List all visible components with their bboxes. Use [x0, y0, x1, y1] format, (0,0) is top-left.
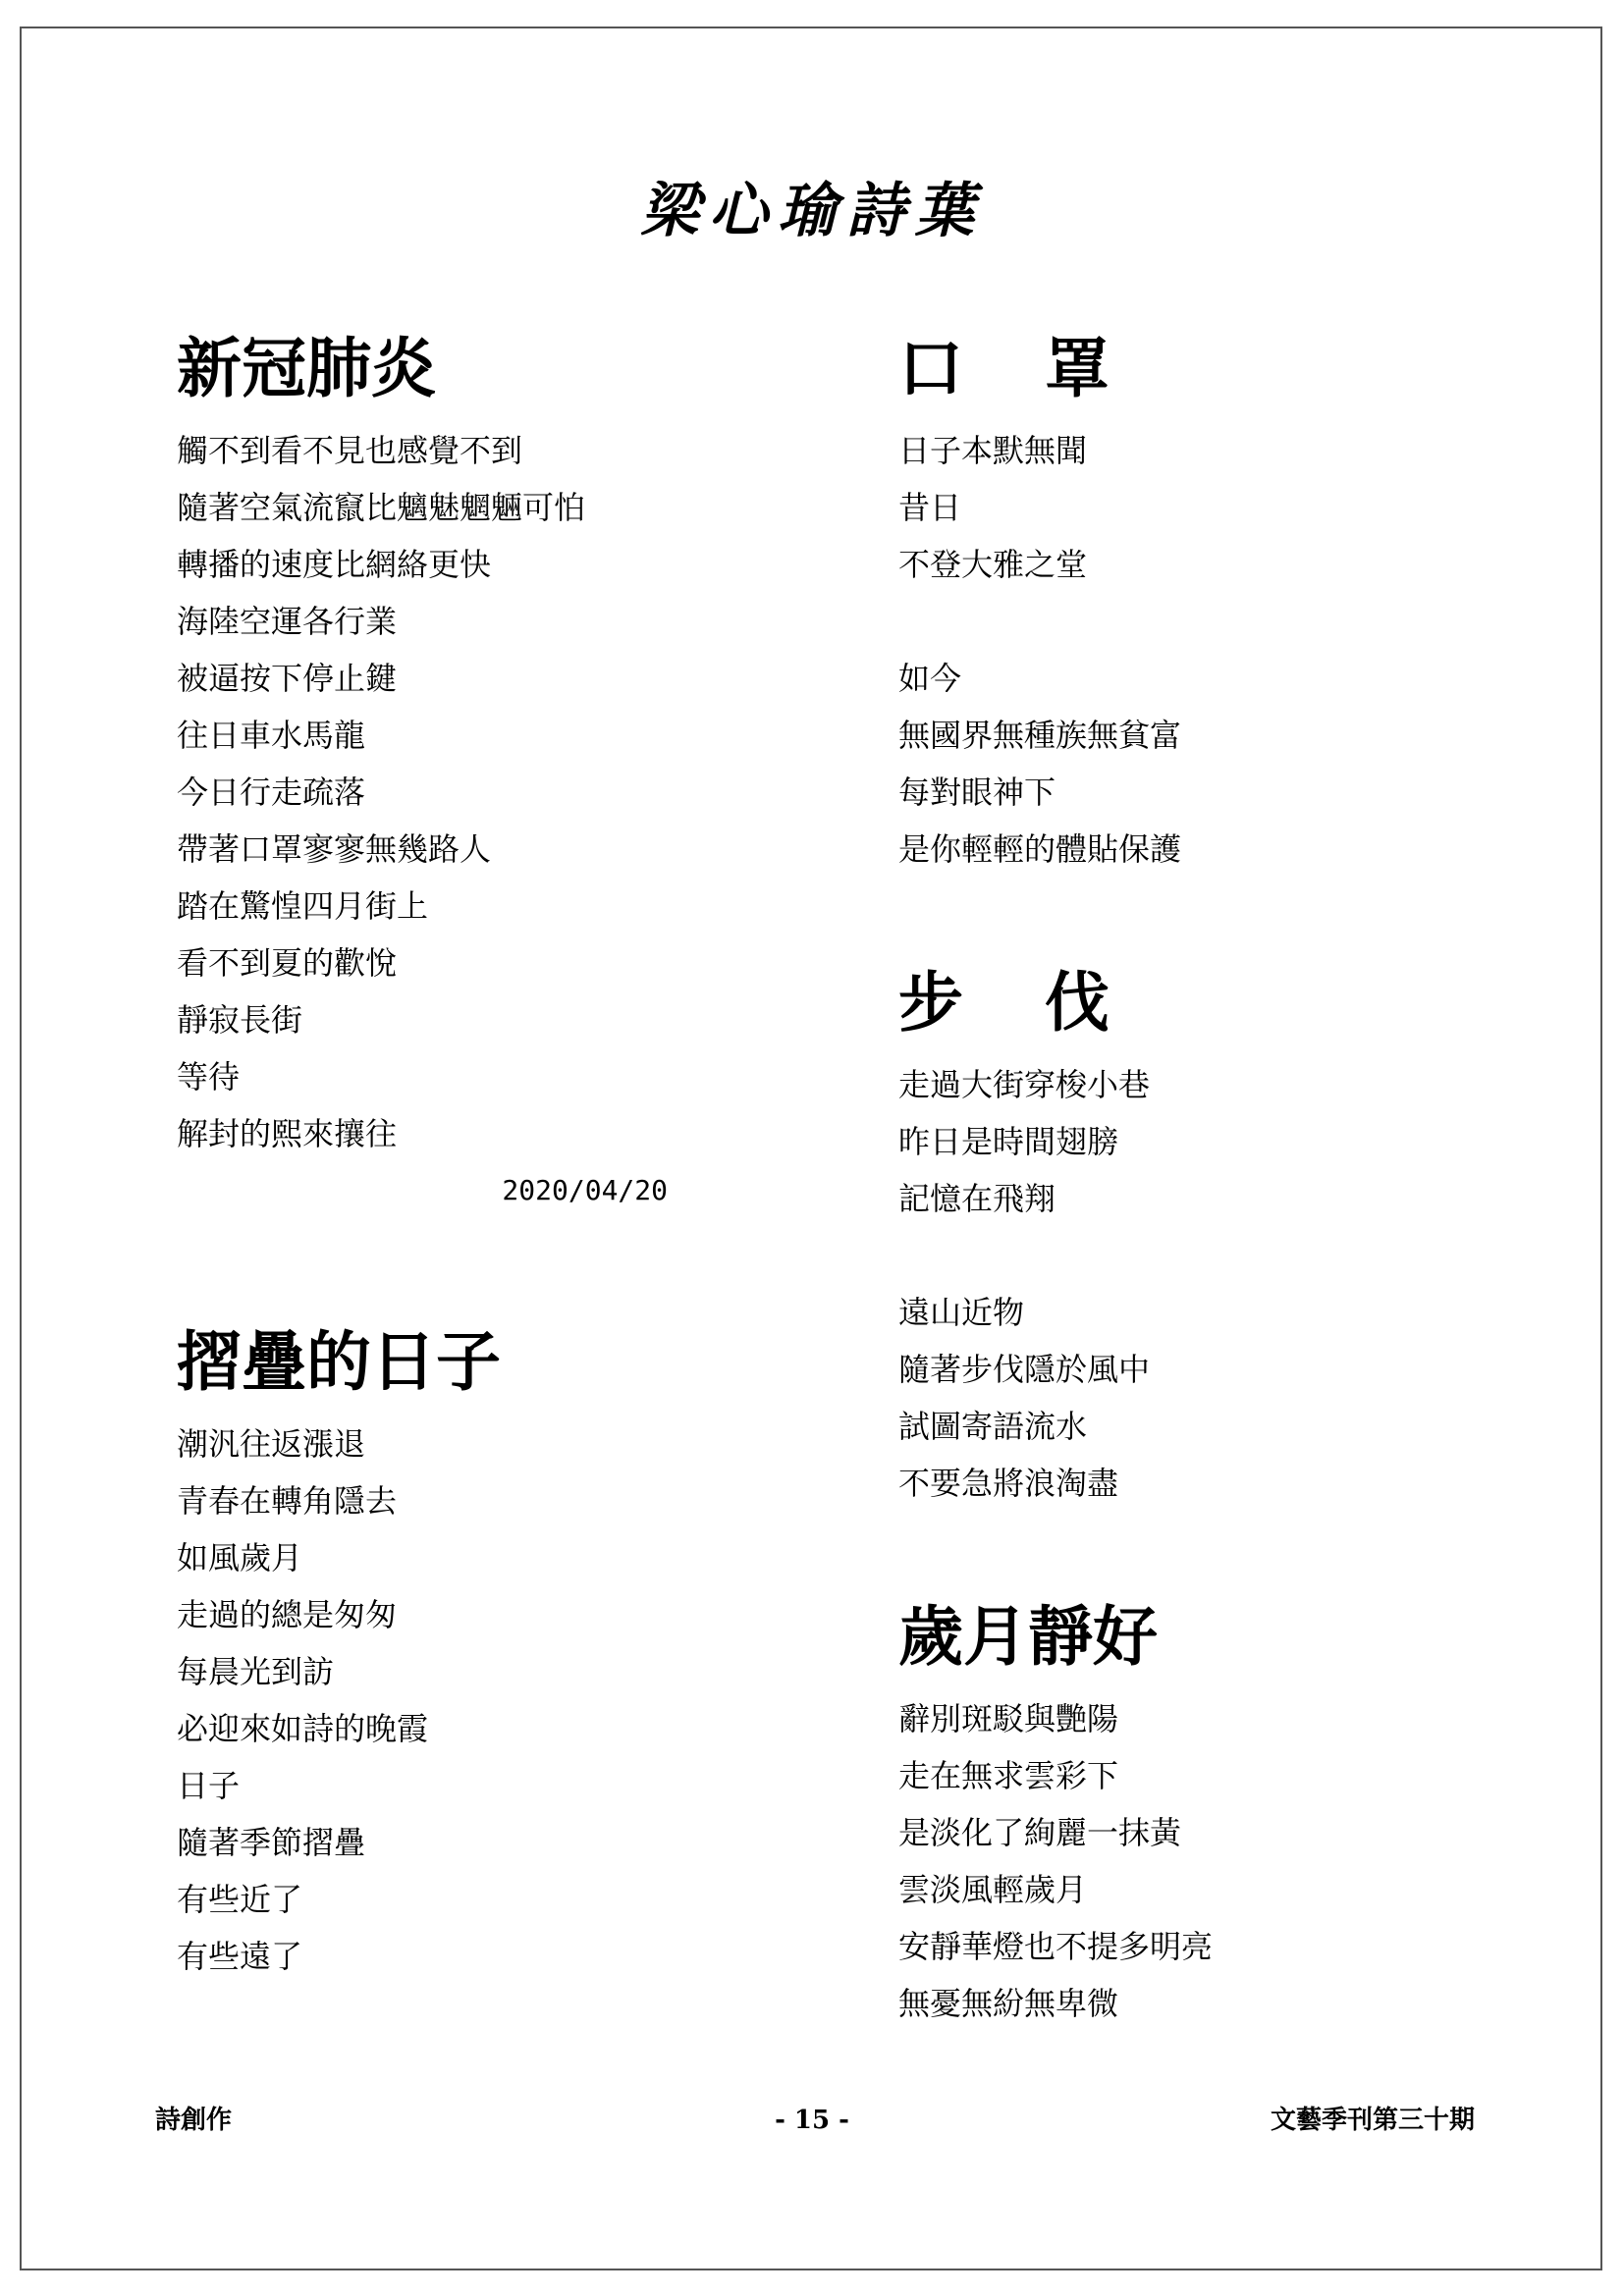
poem-line: 如今	[898, 660, 962, 697]
poem-body-quiet-years	[898, 1690, 1448, 2032]
poem-line: 記憶在飛翔	[898, 1180, 1056, 1217]
page-number: - 15 -	[775, 2106, 849, 2135]
page-title: 梁心瑜詩葉	[640, 177, 984, 245]
poem-title-folded-days: 摺疊的日子	[177, 1323, 501, 1400]
poem-line: 每晨光到訪	[177, 1653, 335, 1690]
right-column	[898, 324, 1448, 2032]
poem-line: 靜寂長街	[177, 1001, 303, 1039]
poem-line: 如風歲月	[177, 1539, 303, 1576]
poem-line: 昔日	[898, 489, 962, 526]
poem-line: 有些遠了	[177, 1938, 303, 1975]
poem-line: 辭別斑駁與艷陽	[898, 1700, 1119, 1737]
poem-line: 帶著口罩寥寥無幾路人	[177, 830, 492, 868]
poem-line: 昨日是時間翅膀	[898, 1123, 1119, 1160]
poem-line: 無憂無紛無卑微	[898, 1985, 1119, 2022]
poem-line: 被逼按下停止鍵	[177, 660, 398, 697]
poem-line: 踏在驚惶四月街上	[177, 887, 429, 925]
poem-line: 解封的熙來攘往	[177, 1115, 398, 1152]
poem-line: 走過大街穿梭小巷	[898, 1066, 1151, 1103]
poem-line: 走過的總是匆匆	[177, 1596, 398, 1633]
poem-line: 今日行走疏落	[177, 774, 366, 811]
poem-body-mask	[898, 422, 1448, 878]
poem-date: 2020/04/20	[502, 1174, 668, 1206]
poem-line: 等待	[177, 1058, 241, 1095]
poem-line: 日子	[177, 1767, 241, 1804]
footer-publication: 文藝季刊第三十期	[1270, 2106, 1475, 2135]
footer-section-label: 詩創作	[155, 2106, 233, 2135]
poem-spacer	[898, 1512, 1448, 1592]
left-column	[177, 324, 687, 1985]
poem-line: 海陸空運各行業	[177, 603, 398, 640]
poem-line: 不登大雅之堂	[898, 546, 1088, 583]
poem-line: 潮汎往返漲退	[177, 1425, 366, 1463]
poem-line: 是你輕輕的體貼保護	[898, 830, 1182, 868]
poem-line: 隨著空氣流竄比魑魅魍魎可怕	[177, 489, 586, 526]
poem-line: 觸不到看不見也感覺不到	[177, 432, 523, 469]
poem-line: 隨著季節摺疊	[177, 1824, 366, 1861]
poem-title-quiet-years: 歲月靜好	[898, 1598, 1158, 1675]
poem-title-mask: 口 罩	[898, 330, 1139, 406]
poem-body-covid	[177, 422, 687, 1162]
poem-line: 無國界無種族無貧富	[898, 717, 1182, 754]
poem-line: 轉播的速度比網絡更快	[177, 546, 492, 583]
poem-line: 不要急將浪淘盡	[898, 1465, 1119, 1502]
stanza-break	[898, 593, 1448, 650]
poem-line: 安靜華燈也不提多明亮	[898, 1928, 1214, 1965]
poem-line: 看不到夏的歡悅	[177, 944, 398, 982]
poem-title-steps: 步 伐	[898, 964, 1139, 1041]
poem-line: 隨著步伐隱於風中	[898, 1351, 1151, 1388]
poem-line: 是淡化了絢麗一抹黃	[898, 1814, 1182, 1851]
poem-line: 有些近了	[177, 1881, 303, 1918]
poem-line: 試圖寄語流水	[898, 1408, 1088, 1445]
poem-line: 日子本默無聞	[898, 432, 1088, 469]
poem-line: 走在無求雲彩下	[898, 1757, 1119, 1794]
poem-line: 青春在轉角隱去	[177, 1482, 398, 1520]
poem-line: 遠山近物	[898, 1294, 1025, 1331]
stanza-break	[898, 1227, 1448, 1284]
poem-body-folded-days	[177, 1415, 687, 1985]
poem-line: 雲淡風輕歲月	[898, 1871, 1088, 1908]
poem-body-steps	[898, 1056, 1448, 1512]
poem-line: 每對眼神下	[898, 774, 1056, 811]
poem-spacer	[177, 1219, 687, 1317]
poem-line: 往日車水馬龍	[177, 717, 366, 754]
poem-line: 必迎來如詩的晚霞	[177, 1710, 429, 1747]
poem-title-covid: 新冠肺炎	[177, 330, 436, 406]
poem-spacer	[898, 878, 1448, 958]
